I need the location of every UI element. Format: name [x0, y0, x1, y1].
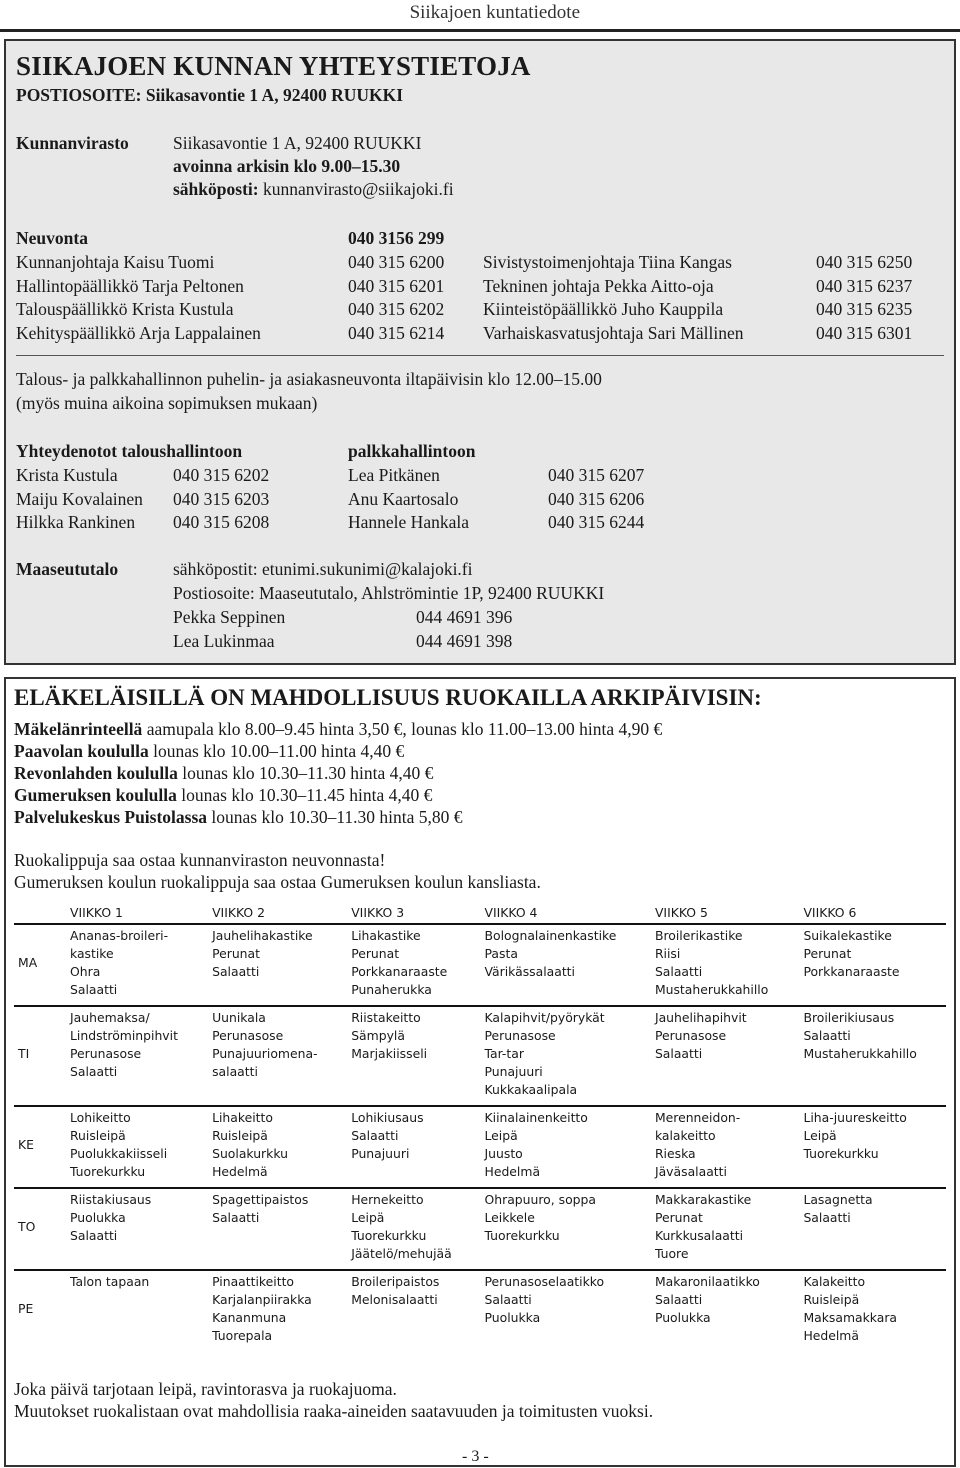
- menu-item: Salaatti: [654, 964, 703, 979]
- meal-place-details: aamupala klo 8.00–9.45 hinta 3,50 €, lounas klo 11.00–13.00 hinta 4,90 €: [146, 719, 663, 739]
- office-email-line: [173, 179, 454, 200]
- menu-item: Jauhemaksa/: [70, 1010, 150, 1025]
- finance-contact-name: Maiju Kovalainen: [16, 488, 143, 509]
- menu-item: Spagettipaistos: [212, 1192, 309, 1207]
- menu-item: Kananmuna: [212, 1310, 287, 1325]
- menu-item: Salaatti: [70, 1228, 118, 1243]
- meals-title: ELÄKELÄISILLÄ ON MAHDOLLISUUS RUOKAILLA ARKIPÄIVISIN:: [14, 685, 762, 710]
- menu-item: Jäväsalaatti: [654, 1164, 727, 1179]
- menu-item: Melonisalaatti: [351, 1292, 438, 1307]
- maaseutu-contact-phone: 044 4691 398: [416, 630, 513, 651]
- week-header: VIIKKO 4: [479, 903, 649, 924]
- menu-item: Perunasose: [70, 1046, 142, 1061]
- staff-name: Kiinteistöpäällikkö Juho Kauppila: [483, 299, 724, 319]
- menu-cell: [649, 924, 798, 1006]
- menu-item: Rieska: [654, 1146, 696, 1161]
- meal-place-row: [14, 807, 463, 828]
- menu-item: Broilerikastike: [654, 928, 743, 943]
- menu-item: Broilerikiusaus: [803, 1010, 895, 1025]
- menu-item: Tar-tar: [484, 1046, 524, 1061]
- menu-item: Punajuuri: [351, 1146, 410, 1161]
- menu-item: Salaatti: [654, 1046, 703, 1061]
- menu-item: Perunasose: [484, 1028, 556, 1043]
- menu-item: Lindströminpihvit: [70, 1028, 178, 1043]
- staff-phone: 040 315 6250: [816, 252, 913, 272]
- staff-phone: 040 315 6201: [348, 275, 445, 296]
- menu-cell: [206, 924, 345, 1006]
- menu-item: Merenneidon-: [654, 1110, 741, 1125]
- meal-place-details: lounas klo 10.30–11.45 hinta 4,40 €: [181, 785, 433, 805]
- menu-item: Bolognalainenkastike: [484, 928, 617, 943]
- staff-phone: 040 315 6200: [348, 252, 445, 272]
- week-header: VIIKKO 2: [206, 903, 345, 924]
- staff-name: Varhaiskasvatusjohtaja Sari Mällinen: [483, 322, 744, 343]
- menu-cell: [479, 924, 649, 1006]
- staff-phone: 040 315 6301: [816, 322, 913, 343]
- finance-heading: Yhteydenotot taloushallintoon: [16, 441, 243, 461]
- menu-cell: [345, 1106, 478, 1188]
- menu-item: Makkarakastike: [654, 1192, 752, 1207]
- finance-contact-phone: 040 315 6202: [173, 465, 270, 485]
- meal-place-row: [14, 763, 433, 784]
- maaseutu-contact-name: Pekka Seppinen: [173, 607, 286, 627]
- menu-item: salaatti: [212, 1064, 258, 1079]
- menu-item: Kiinalainenkeitto: [484, 1110, 588, 1125]
- meal-place-row: [14, 719, 662, 740]
- weekday-label: TI: [14, 1006, 64, 1106]
- menu-item: Broileripaistos: [351, 1274, 440, 1289]
- menu-cell: [797, 1188, 946, 1270]
- weekday-label: PE: [18, 1301, 34, 1316]
- menu-item: Ruisleipä: [212, 1128, 268, 1143]
- menu-item: Salaatti: [484, 1292, 532, 1307]
- office-email-label: sähköposti:: [173, 179, 259, 199]
- menu-item: Hedelmä: [803, 1328, 859, 1343]
- meal-place-details: lounas klo 10.30–11.30 hinta 5,80 €: [211, 807, 463, 827]
- menu-item: Värikässalaatti: [484, 964, 575, 979]
- menu-item: Ohra: [70, 964, 101, 979]
- menu-cell: [649, 1270, 798, 1351]
- maaseutu-contact-phone: 044 4691 396: [416, 607, 513, 627]
- menu-item: Lohikiusaus: [351, 1110, 424, 1125]
- finance-contact-name: Krista Kustula: [16, 465, 118, 485]
- menu-item: Puolukka: [484, 1310, 541, 1325]
- menu-item: Suolakurkku: [212, 1146, 288, 1161]
- menu-item: Salaatti: [654, 1292, 703, 1307]
- menu-cell: [206, 1106, 345, 1188]
- week-header: VIIKKO 1: [64, 903, 206, 924]
- menu-item: Tuore: [654, 1246, 689, 1261]
- menu-item: Salaatti: [803, 1028, 851, 1043]
- menu-item: Juusto: [484, 1146, 523, 1161]
- menu-item: Makaronilaatikko: [654, 1274, 760, 1289]
- menu-item: Perunasose: [212, 1028, 284, 1043]
- menu-item: Leipä: [803, 1128, 837, 1143]
- menu-item: Ananas-broileri-: [70, 928, 169, 943]
- menu-item: Mustaherukkahillo: [803, 1046, 917, 1061]
- menu-item: Hernekeitto: [351, 1192, 424, 1207]
- menu-cell: [64, 1270, 206, 1351]
- menu-item: kastike: [70, 946, 114, 961]
- menu-item: Ruisleipä: [70, 1128, 126, 1143]
- menu-item: Lihakeitto: [212, 1110, 273, 1125]
- menu-item: Punajuuri: [484, 1064, 543, 1079]
- menu-cell: [64, 1188, 206, 1270]
- payroll-heading: palkkahallintoon: [348, 441, 476, 461]
- weekly-menu-table: [14, 903, 946, 1351]
- menu-item: Perunat: [351, 946, 400, 961]
- menu-item: Jäätelö/mehujää: [351, 1246, 452, 1261]
- week-header: VIIKKO 6: [797, 903, 946, 924]
- menu-item: Leikkele: [484, 1210, 535, 1225]
- menu-cell: [206, 1270, 345, 1351]
- menu-cell: [345, 924, 478, 1006]
- advice-line-1: Talous- ja palkkahallinnon puhelin- ja asiakasneuvonta iltapäivisin klo 12.00–15.00: [16, 369, 602, 389]
- ticket-note-1: Ruokalippuja saa ostaa kunnanviraston neuvonnasta!: [14, 850, 386, 870]
- header-divider: [0, 29, 960, 32]
- contact-title: SIIKAJOEN KUNNAN YHTEYSTIETOJA: [16, 51, 531, 81]
- menu-item: Kurkkusalaatti: [654, 1228, 744, 1243]
- menu-cell: [797, 1270, 946, 1351]
- weekday-label: MA: [14, 924, 64, 1006]
- menu-item: Perunat: [212, 946, 260, 961]
- menu-item: Sämpylä: [351, 1028, 405, 1043]
- menu-item: Salaatti: [70, 1064, 118, 1079]
- menu-cell: [479, 1006, 649, 1106]
- menu-item: Perunat: [654, 1210, 703, 1225]
- menu-item: Tuorekurkku: [803, 1146, 879, 1161]
- menu-cell: [797, 924, 946, 1006]
- postal-address: POSTIOSOITE: Siikasavontie 1 A, 92400 RUUKKI: [16, 85, 404, 105]
- staff-name: Talouspäällikkö Krista Kustula: [16, 299, 234, 319]
- weekday-label: KE: [14, 1106, 64, 1188]
- meal-place-name: Mäkelänrinteellä: [14, 719, 143, 739]
- page-number: - 3 -: [462, 1448, 489, 1465]
- meal-place-row: [14, 741, 404, 762]
- staff-phone: 040 315 6235: [816, 299, 913, 319]
- menu-item: Tuorepala: [212, 1328, 273, 1343]
- menu-item: Pinaattikeitto: [212, 1274, 295, 1289]
- footer-note-1: Joka päivä tarjotaan leipä, ravintorasva ja ruokajuoma.: [14, 1379, 397, 1399]
- menu-item: Mustaherukkahillo: [654, 982, 769, 997]
- menu-item: Liha-juureskeitto: [803, 1110, 907, 1125]
- menu-item: Riistakiusaus: [70, 1192, 152, 1207]
- payroll-contact-name: Anu Kaartosalo: [348, 488, 459, 509]
- meal-place-name: Palvelukeskus Puistolassa: [14, 807, 208, 827]
- menu-cell: [797, 1106, 946, 1188]
- staff-name: Kehityspäällikkö Arja Lappalainen: [16, 322, 261, 343]
- menu-item: Salaatti: [803, 1210, 851, 1225]
- menu-item: Porkkanaraaste: [351, 964, 448, 979]
- finance-contact-name: Hilkka Rankinen: [16, 512, 136, 532]
- menu-item: Riistakeitto: [351, 1010, 421, 1025]
- menu-cell: [479, 1106, 649, 1188]
- menu-item: Tuorekurkku: [351, 1228, 427, 1243]
- footer-note-2: Muutokset ruokalistaan ovat mahdollisia raaka-aineiden saatavuuden ja toimitusten vuoksi.: [14, 1401, 654, 1421]
- menu-item: Porkkanaraaste: [803, 964, 900, 979]
- office-address: Siikasavontie 1 A, 92400 RUUKKI: [173, 133, 422, 153]
- payroll-contact-phone: 040 315 6207: [548, 465, 645, 485]
- staff-name: Sivistystoimenjohtaja Tiina Kangas: [483, 252, 732, 272]
- week-header: VIIKKO 5: [649, 903, 798, 924]
- menu-item: Marjakiisseli: [351, 1046, 428, 1061]
- week-header: VIIKKO 3: [345, 903, 478, 924]
- week-header-empty: [14, 903, 64, 924]
- menu-row: [14, 1188, 946, 1270]
- office-email[interactable]: kunnanvirasto@siikajoki.fi: [262, 179, 454, 199]
- menu-item: Perunat: [803, 946, 852, 961]
- header-label: Siikajoen kuntatiedote: [409, 2, 580, 23]
- staff-name: Hallintopäällikkö Tarja Peltonen: [16, 275, 244, 296]
- menu-cell: [649, 1188, 798, 1270]
- divider-line: [16, 355, 944, 356]
- menu-cell: [64, 1006, 206, 1106]
- finance-contact-phone: 040 315 6203: [173, 488, 270, 509]
- payroll-contact-name: Hannele Hankala: [348, 512, 469, 532]
- menu-cell: [206, 1006, 345, 1106]
- menu-item: Punajuuriomena-: [212, 1046, 318, 1061]
- menu-item: Puolukka: [70, 1210, 126, 1225]
- menu-item: Hedelmä: [212, 1164, 268, 1179]
- maaseutu-address: Postiosoite: Maaseututalo, Ahlströmintie 1P, 92400 RUUKKI: [173, 583, 605, 603]
- menu-cell: [797, 1006, 946, 1106]
- maaseutu-contact-name: Lea Lukinmaa: [173, 630, 275, 651]
- menu-item: Kalapihvit/pyörykät: [484, 1010, 605, 1025]
- menu-item: Karjalanpiirakka: [212, 1292, 312, 1307]
- staff-name: Tekninen johtaja Pekka Aitto-oja: [483, 275, 714, 296]
- menu-item: Jauhelihakastike: [212, 928, 313, 943]
- staff-name: Kunnanjohtaja Kaisu Tuomi: [16, 252, 215, 272]
- menu-item: Lihakastike: [351, 928, 421, 943]
- payroll-contact-name: Lea Pitkänen: [348, 465, 440, 485]
- menu-item: Hedelmä: [484, 1164, 541, 1179]
- menu-item: Kalakeitto: [803, 1274, 866, 1289]
- menu-item: Pasta: [484, 946, 518, 961]
- menu-cell: [64, 924, 206, 1006]
- meal-place-details: lounas klo 10.00–11.00 hinta 4,40 €: [153, 741, 405, 761]
- payroll-contact-phone: 040 315 6206: [548, 488, 645, 509]
- staff-phone: 040 315 6214: [348, 322, 445, 343]
- menu-item: Puolukka: [654, 1310, 711, 1325]
- payroll-contact-phone: 040 315 6244: [548, 512, 645, 532]
- menu-row: [14, 1270, 946, 1351]
- menu-cell: [345, 1188, 478, 1270]
- menu-item: Salaatti: [212, 964, 260, 979]
- meals-box: [4, 677, 956, 1467]
- menu-item: Lohikeitto: [70, 1110, 131, 1125]
- menu-cell: [479, 1188, 649, 1270]
- menu-cell: [64, 1106, 206, 1188]
- menu-item: Kukkakaalipala: [484, 1082, 578, 1097]
- meal-place-name: Gumeruksen koululla: [14, 785, 177, 805]
- maaseutu-label: Maaseututalo: [16, 559, 119, 579]
- menu-cell: [345, 1270, 478, 1351]
- neuvonta-label: Neuvonta: [16, 228, 88, 248]
- staff-phone: 040 315 6202: [348, 299, 445, 319]
- menu-item: Punaherukka: [351, 982, 432, 997]
- menu-item: Ruisleipä: [803, 1292, 860, 1307]
- menu-cell: [479, 1270, 649, 1351]
- menu-row: [14, 1106, 946, 1188]
- ticket-note-2: Gumeruksen koulun ruokalippuja saa ostaa Gumeruksen koulun kansliasta.: [14, 872, 541, 892]
- menu-item: Puolukkakiisseli: [70, 1146, 168, 1161]
- menu-item: Uunikala: [212, 1010, 266, 1025]
- menu-item: Salaatti: [351, 1128, 399, 1143]
- menu-cell: [649, 1106, 798, 1188]
- menu-item: Maksamakkara: [803, 1310, 898, 1325]
- maaseutu-email: sähköpostit: etunimi.sukunimi@kalajoki.fi: [173, 559, 473, 579]
- menu-cell: [345, 1006, 478, 1106]
- week-header-row: [14, 903, 946, 924]
- menu-item: Lasagnetta: [803, 1192, 873, 1207]
- menu-item: Riisi: [654, 946, 681, 961]
- menu-item: Salaatti: [70, 982, 118, 997]
- menu-item: Suikalekastike: [803, 928, 892, 943]
- menu-cell: [649, 1006, 798, 1106]
- menu-item: Perunasose: [654, 1028, 727, 1043]
- menu-item: Ohrapuuro, soppa: [484, 1192, 597, 1207]
- menu-item: kalakeitto: [654, 1128, 716, 1143]
- meal-place-row: [14, 785, 432, 806]
- menu-item: Perunasoselaatikko: [484, 1274, 605, 1289]
- advice-line-2: (myös muina aikoina sopimuksen mukaan): [16, 393, 318, 413]
- menu-row: [14, 1006, 946, 1106]
- menu-item: Leipä: [484, 1128, 518, 1143]
- finance-contact-phone: 040 315 6208: [173, 512, 270, 532]
- menu-item: Talon tapaan: [70, 1274, 150, 1289]
- meal-place-name: Paavolan koululla: [14, 741, 149, 761]
- neuvonta-phone: 040 3156 299: [348, 228, 445, 248]
- menu-item: Salaatti: [212, 1210, 260, 1225]
- meal-place-name: Revonlahden koululla: [14, 763, 178, 783]
- menu-item: Tuorekurkku: [484, 1228, 560, 1243]
- office-hours: avoinna arkisin klo 9.00–15.30: [173, 156, 401, 176]
- menu-item: Leipä: [351, 1210, 385, 1225]
- staff-phone: 040 315 6237: [816, 275, 913, 296]
- office-label: Kunnanvirasto: [16, 133, 129, 153]
- menu-item: Tuorekurkku: [70, 1164, 146, 1179]
- contact-box: [4, 39, 956, 665]
- weekday-label: TO: [14, 1188, 64, 1270]
- meal-place-details: lounas klo 10.30–11.30 hinta 4,40 €: [182, 763, 434, 783]
- menu-item: Jauhelihapihvit: [654, 1010, 747, 1025]
- menu-row: [14, 924, 946, 1006]
- menu-cell: [206, 1188, 345, 1270]
